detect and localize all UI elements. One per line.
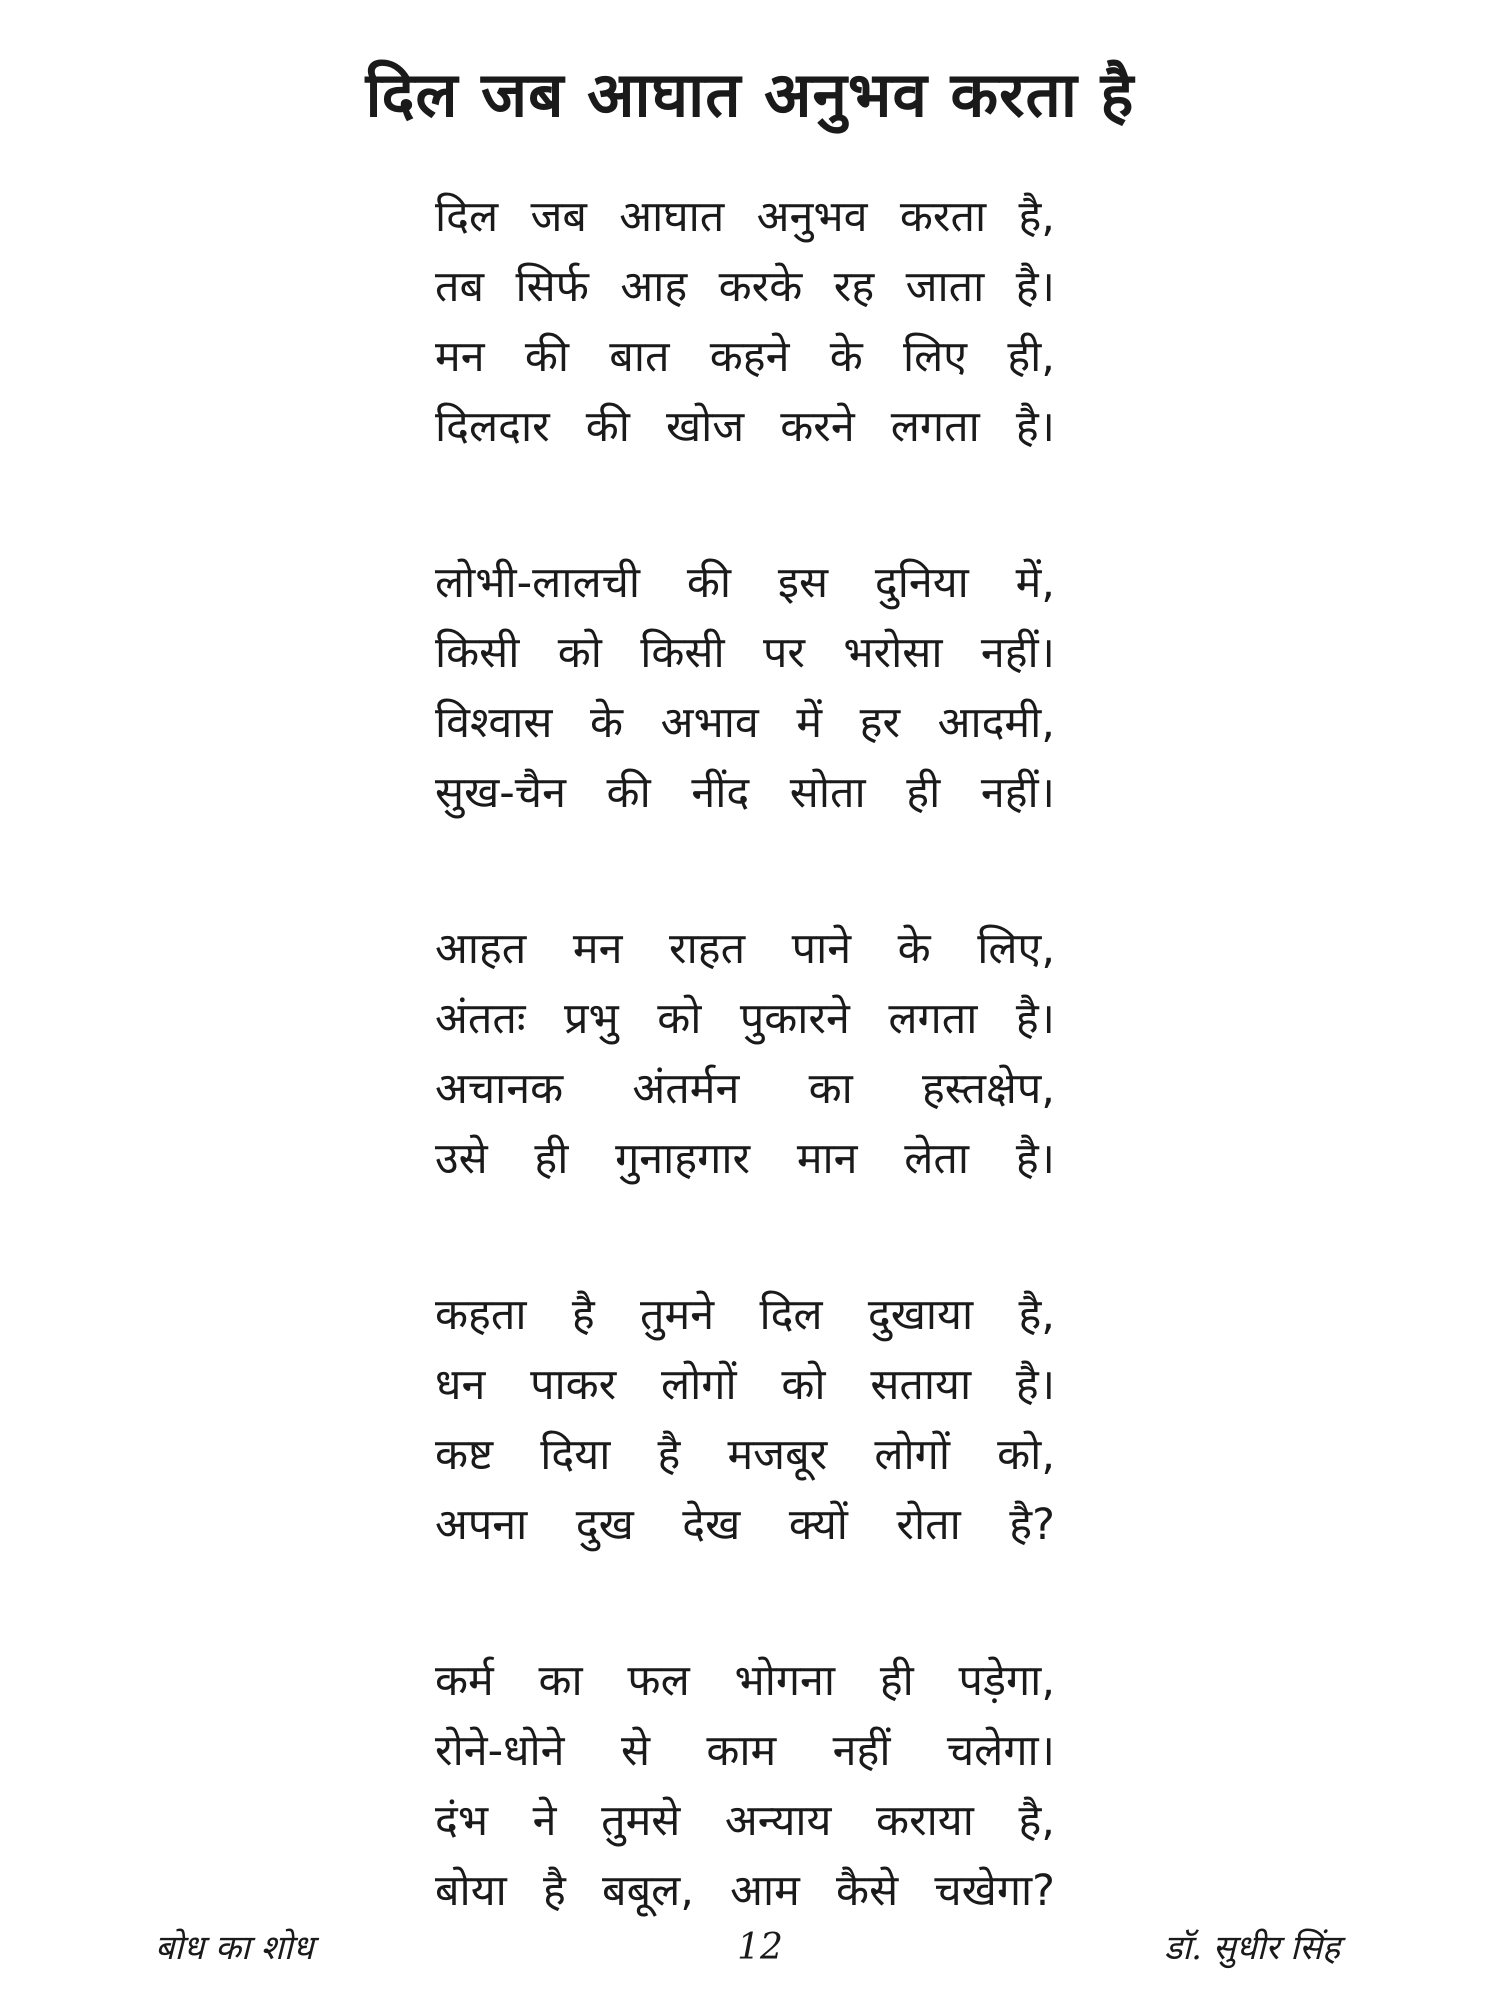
poem-word: में — [796, 698, 823, 748]
poem-word: काम — [706, 1726, 777, 1776]
poem-word: इस — [777, 558, 829, 608]
poem-word: चखेगा? — [934, 1866, 1055, 1916]
poem-line — [435, 1646, 1055, 1716]
poem-word: दिया — [540, 1430, 611, 1480]
poem-word: जाता — [905, 262, 985, 312]
poem-word: दिलदार — [435, 402, 550, 452]
poem-word: से — [620, 1726, 651, 1776]
poem-line — [435, 914, 1055, 984]
poem-word: भोगना — [734, 1656, 836, 1706]
poem-body — [435, 182, 1055, 1926]
poem-word: सताया — [870, 1360, 972, 1410]
poem-line — [435, 758, 1055, 828]
poem-word: की — [686, 558, 732, 608]
poem-word: कर्म — [435, 1656, 494, 1706]
poem-word: कहता — [435, 1290, 527, 1340]
poem-word: विश्वास — [435, 698, 553, 748]
poem-word: बबूल, — [602, 1866, 694, 1916]
poem-word: मन — [435, 332, 485, 382]
poem-stanza — [435, 1646, 1055, 1926]
poem-word: पाने — [791, 924, 852, 974]
poem-word: ही — [879, 1656, 914, 1706]
poem-word: रह — [833, 262, 875, 312]
poem-word: है। — [1015, 994, 1055, 1044]
poem-word: किसी — [640, 628, 725, 678]
poem-word: रोने-धोने — [435, 1726, 565, 1776]
poem-word: आहत — [435, 924, 527, 974]
poem-word: ही — [906, 768, 941, 818]
poem-word: दुनिया — [874, 558, 969, 608]
footer-book-title: बोध का शोध — [155, 1928, 314, 1968]
poem-word: है? — [1009, 1500, 1055, 1550]
poem-line — [435, 1350, 1055, 1420]
poem-stanza — [435, 914, 1055, 1194]
poem-word: कष्ट — [435, 1430, 494, 1480]
page-footer — [0, 1918, 1500, 1978]
poem-word: राहत — [669, 924, 746, 974]
poem-word: दुख — [575, 1500, 634, 1550]
poem-word: की — [585, 402, 630, 452]
poem-word: नहीं — [832, 1726, 891, 1776]
poem-word: धन — [435, 1360, 486, 1410]
poem-line — [435, 252, 1055, 322]
poem-word: सिर्फ — [515, 262, 589, 312]
poem-word: बोया — [435, 1866, 507, 1916]
poem-line — [435, 1124, 1055, 1194]
poem-line — [435, 1716, 1055, 1786]
poem-word: फल — [627, 1656, 690, 1706]
poem-word: अनुभव — [756, 192, 868, 242]
poem-word: देख — [682, 1500, 741, 1550]
poem-word: तब — [435, 262, 485, 312]
footer-author: डॉ. सुधीर सिंह — [1164, 1928, 1340, 1968]
poem-word: को — [781, 1360, 826, 1410]
poem-stanza — [435, 1280, 1055, 1560]
poem-word: कहने — [709, 332, 790, 382]
poem-word: दिल — [759, 1290, 823, 1340]
poem-word: दिल — [435, 192, 499, 242]
poem-word: लेता — [904, 1134, 970, 1184]
poem-line — [435, 1054, 1055, 1124]
poem-stanza — [435, 182, 1055, 462]
poem-word: मजबूर — [727, 1430, 828, 1480]
poem-word: मन — [572, 924, 623, 974]
poem-word: है — [571, 1290, 595, 1340]
poem-word: दंभ — [435, 1796, 489, 1846]
poem-line — [435, 322, 1055, 392]
poem-word: रोता — [896, 1500, 961, 1550]
poem-word: लगता — [890, 402, 980, 452]
poem-word: कैसे — [836, 1866, 899, 1916]
poem-line — [435, 182, 1055, 252]
poem-word: लगता — [888, 994, 978, 1044]
poem-word: आह — [620, 262, 688, 312]
poem-word: तुमसे — [601, 1796, 681, 1846]
poem-word: करने — [780, 402, 855, 452]
poem-word: आम — [730, 1866, 800, 1916]
poem-word: नहीं। — [980, 768, 1055, 818]
poem-word: अन्याय — [724, 1796, 832, 1846]
poem-word: बात — [609, 332, 670, 382]
poem-word: करता — [899, 192, 987, 242]
poem-word: सुख-चैन — [435, 768, 566, 818]
poem-word: की — [524, 332, 570, 382]
poem-word: के — [590, 698, 624, 748]
poem-word: है — [657, 1430, 681, 1480]
poem-word: है। — [1015, 402, 1055, 452]
poem-word: है, — [1018, 192, 1055, 242]
poem-word: अंततः — [435, 994, 526, 1044]
poem-line — [435, 548, 1055, 618]
poem-word: अपना — [435, 1500, 528, 1550]
poem-word: का — [808, 1064, 853, 1114]
poem-word: किसी — [435, 628, 520, 678]
poem-word: ने — [532, 1796, 557, 1846]
poem-word: पुकारने — [739, 994, 850, 1044]
poem-word: सोता — [789, 768, 866, 818]
poem-word: तुमने — [640, 1290, 715, 1340]
poem-word: प्रभु — [564, 994, 619, 1044]
poem-word: अचानक — [435, 1064, 564, 1114]
poem-line — [435, 392, 1055, 462]
poem-line — [435, 688, 1055, 758]
poem-line — [435, 618, 1055, 688]
poem-word: क्यों — [788, 1500, 848, 1550]
poem-word: है। — [1015, 1134, 1055, 1184]
poem-word: की — [606, 768, 651, 818]
poem-word: को — [657, 994, 702, 1044]
poem-word: लोभी-लालची — [435, 558, 641, 608]
poem-word: को, — [997, 1430, 1055, 1480]
poem-word: के — [829, 332, 863, 382]
poem-word: लोगों — [874, 1430, 951, 1480]
poem-stanza — [435, 548, 1055, 828]
poem-word: करके — [718, 262, 803, 312]
poem-word: हर — [859, 698, 901, 748]
poem-word: कराया — [876, 1796, 974, 1846]
poem-word: का — [538, 1656, 583, 1706]
poem-line — [435, 1490, 1055, 1560]
poem-title: दिल जब आघात अनुभव करता है — [365, 58, 1135, 131]
poem-word: ही, — [1007, 332, 1055, 382]
poem-line — [435, 1856, 1055, 1926]
poem-word: पाकर — [530, 1360, 617, 1410]
poem-word: है। — [1015, 262, 1055, 312]
poem-line — [435, 1786, 1055, 1856]
poem-word: लोगों — [661, 1360, 737, 1410]
poem-word: में, — [1015, 558, 1055, 608]
poem-line — [435, 984, 1055, 1054]
poem-word: खोज — [665, 402, 745, 452]
poem-word: ही — [534, 1134, 569, 1184]
poem-word: है, — [1018, 1796, 1055, 1846]
poem-word: लिए — [902, 332, 968, 382]
poem-line — [435, 1420, 1055, 1490]
poem-word: दुखाया — [867, 1290, 974, 1340]
poem-word: जब — [530, 192, 587, 242]
poem-word: मान — [796, 1134, 858, 1184]
poem-word: अभाव — [660, 698, 759, 748]
poem-word: को — [557, 628, 602, 678]
poem-word: उसे — [435, 1134, 488, 1184]
poem-word: आदमी, — [937, 698, 1055, 748]
poem-word: है। — [1015, 1360, 1055, 1410]
poem-word: है, — [1018, 1290, 1055, 1340]
poem-word: है — [542, 1866, 566, 1916]
poem-word: लिए, — [977, 924, 1055, 974]
poem-word: गुनाहगार — [615, 1134, 751, 1184]
poem-word: अंतर्मन — [632, 1064, 740, 1114]
poem-word: आघात — [619, 192, 725, 242]
poem-word: हस्तक्षेप, — [921, 1064, 1055, 1114]
poem-word: पर — [762, 628, 805, 678]
poem-word: नींद — [691, 768, 750, 818]
footer-page-number: 12 — [737, 1927, 783, 1968]
poem-word: के — [897, 924, 931, 974]
poem-word: पड़ेगा, — [958, 1656, 1055, 1706]
poem-word: भरोसा — [843, 628, 943, 678]
poem-word: नहीं। — [980, 628, 1055, 678]
poem-line — [435, 1280, 1055, 1350]
poem-word: चलेगा। — [946, 1726, 1055, 1776]
